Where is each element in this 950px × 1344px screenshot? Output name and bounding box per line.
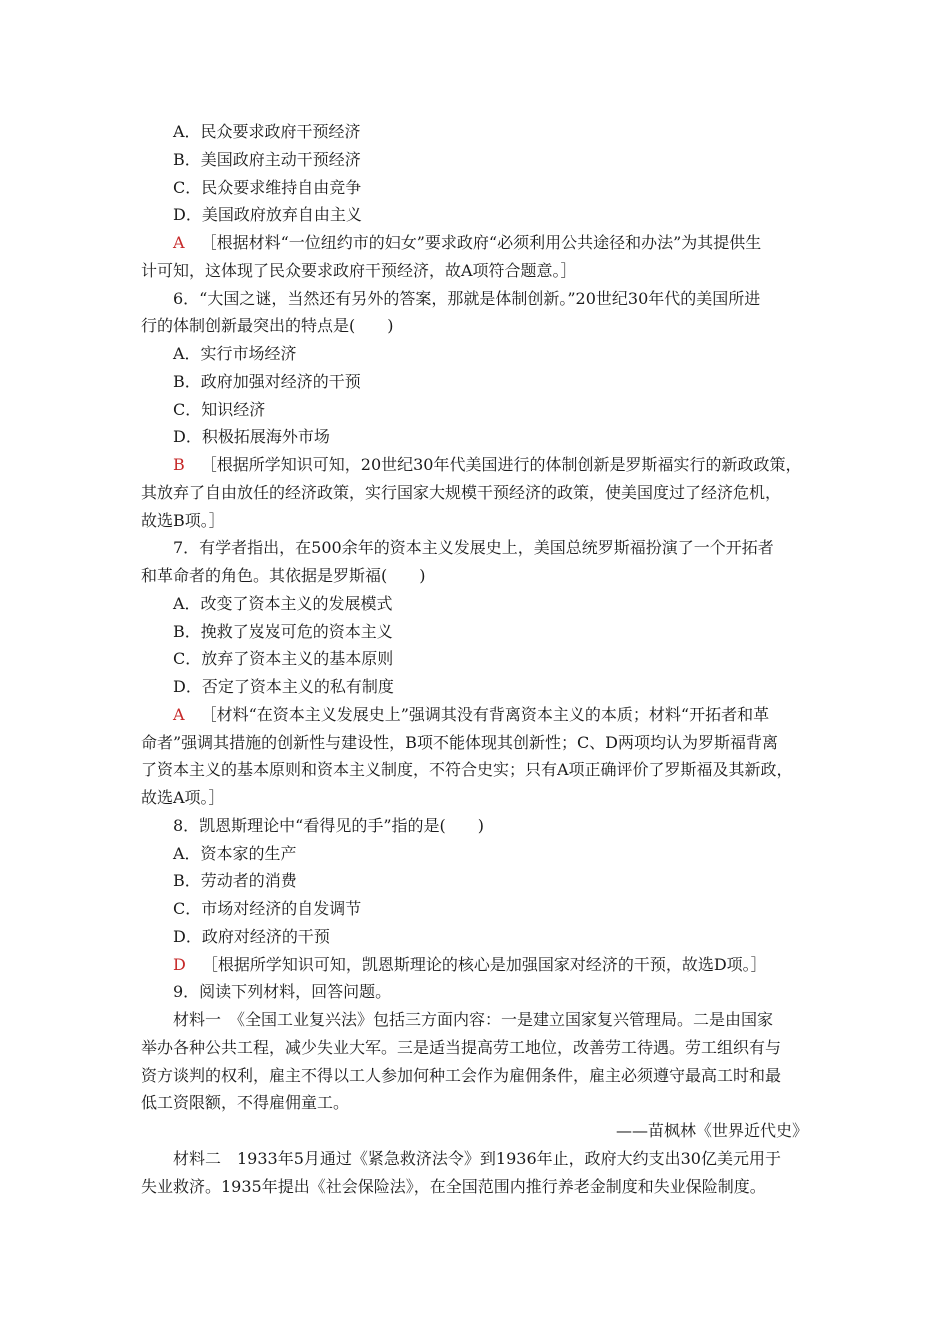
option-line: A．改变了资本主义的发展模式	[173, 593, 393, 613]
question-stem: 9．阅读下列材料，回答问题。	[173, 982, 392, 1002]
explanation-text: 命者”强调其措施的创新性与建设性，B项不能体现其创新性；C、D两项均认为罗斯福背离	[141, 732, 779, 752]
question-stem: 7．有学者指出，在500余年的资本主义发展史上，美国总统罗斯福扮演了一个开拓者	[173, 538, 774, 558]
question-stem: 和革命者的角色。其依据是罗斯福( )	[141, 566, 426, 585]
option-line: D．积极拓展海外市场	[173, 427, 330, 447]
material-text: 资方谈判的权利，雇主不得以工人参加何种工会作为雇佣条件，雇主必须遵守最高工时和最	[141, 1065, 782, 1085]
answer-explanation	[0, 229, 950, 257]
question-stem: 8．凯恩斯理论中“看得见的手”指的是( )	[173, 815, 485, 835]
option-line: D．政府对经济的干预	[173, 926, 330, 946]
option-line: D．否定了资本主义的私有制度	[173, 677, 394, 696]
document-body	[0, 118, 950, 1200]
explanation-text: ［材料“在资本主义发展史上”强调其没有背离资本主义的本质；材料“开拓者和革	[200, 704, 770, 724]
explanation-text: ［根据所学知识可知，凯恩斯理论的核心是加强国家对经济的干预，故选D项。］	[201, 954, 767, 974]
explanation-text: 故选A项。］	[141, 788, 225, 807]
option-line: A．实行市场经济	[173, 344, 297, 363]
explanation-text: 故选B项。］	[141, 510, 225, 530]
option-line: D．美国政府放弃自由主义	[173, 205, 362, 225]
option-line: C．民众要求维持自由竞争	[173, 177, 362, 197]
option-line: A．资本家的生产	[173, 843, 297, 863]
option-line: C．知识经济	[173, 399, 266, 419]
option-line: B．劳动者的消费	[173, 871, 297, 891]
answer-letter: A	[173, 704, 185, 724]
answer-letter: A	[173, 233, 185, 252]
material-text: 材料一 《全国工业复兴法》包括三方面内容：一是建立国家复兴管理局。二是由国家	[173, 1010, 774, 1029]
question-stem: 行的体制创新最突出的特点是( )	[141, 316, 394, 336]
option-line: A．民众要求政府干预经济	[173, 122, 361, 141]
explanation-text: 了资本主义的基本原则和资本主义制度，不符合史实；只有A项正确评价了罗斯福及其新政，	[141, 760, 793, 780]
explanation-text: 计可知，这体现了民众要求政府干预经济，故A项符合题意。］	[141, 260, 577, 280]
explanation-text: 其放弃了自由放任的经济政策，实行国家大规模干预经济的政策，使美国度过了经济危机，	[141, 482, 782, 502]
option-line: C．放弃了资本主义的基本原则	[173, 649, 394, 669]
material-text: 失业救济。1935年提出《社会保险法》，在全国范围内推行养老金制度和失业保险制度。	[141, 1176, 766, 1196]
option-line: B．挽救了岌岌可危的资本主义	[173, 621, 393, 641]
explanation-text: ［根据所学知识可知，20世纪30年代美国进行的体制创新是罗斯福实行的新政政策，	[200, 455, 802, 474]
answer-explanation	[0, 701, 950, 729]
source-citation: ——苗枫林《世界近代史》	[615, 1121, 808, 1140]
material-source	[0, 1117, 950, 1145]
option-line: B．政府加强对经济的干预	[173, 371, 361, 391]
material-text: 低工资限额，不得雇佣童工。	[141, 1093, 350, 1113]
explanation-text: ［根据材料“一位纽约市的妇女”要求政府“必须利用公共途径和办法”为其提供生	[200, 233, 762, 252]
answer-explanation	[0, 951, 950, 979]
material-text: 材料二 1933年5月通过《紧急救济法令》到1936年止，政府大约支出30亿美元用于	[173, 1148, 781, 1168]
answer-letter: D	[173, 954, 186, 974]
answer-letter: B	[173, 455, 185, 474]
material-text: 举办各种公共工程，减少失业大军。三是适当提高劳工地位，改善劳工待遇。劳工组织有与	[141, 1037, 782, 1057]
option-line: C．市场对经济的自发调节	[173, 899, 362, 918]
option-line: B．美国政府主动干预经济	[173, 149, 361, 169]
answer-explanation	[0, 451, 950, 479]
question-stem: 6．“大国之谜，当然还有另外的答案，那就是体制创新。”20世纪30年代的美国所进	[173, 288, 761, 308]
